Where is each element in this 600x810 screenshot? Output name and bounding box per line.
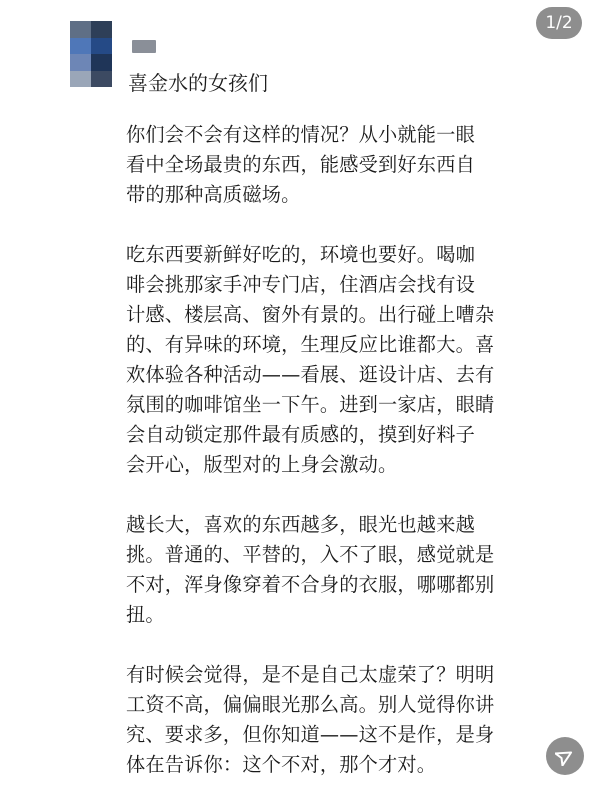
avatar-pixel: [91, 54, 112, 71]
avatar-pixel: [70, 54, 91, 71]
post-paragraph: 你们会不会有这样的情况？从小就能一眼 看中全场最贵的东西，能感受到好东西自 带的那种高质磁场。: [126, 123, 475, 206]
share-icon: [555, 746, 575, 766]
author-name[interactable]: 喜金水的女孩们: [128, 71, 268, 95]
avatar-pixel: [91, 21, 112, 38]
avatar-pixel: [70, 71, 91, 88]
post-paragraph: 有时候会觉得，是不是自己太虚荣了？明明 工资不高，偏偏眼光那么高。别人觉得你讲 究、要求多，但你知道——这不是作，是身 体在告诉你：这个不对，那个才对。: [126, 663, 495, 776]
avatar[interactable]: [70, 21, 112, 87]
post-paragraph: 越长大，喜欢的东西越多，眼光也越来越 挑。普通的、平替的，入不了眼，感觉就是 不对，浑身像穿着不合身的衣服，哪哪都别 扭。: [126, 513, 495, 626]
avatar-pixel: [91, 38, 112, 55]
post-body: [126, 120, 551, 810]
avatar-pixel: [70, 21, 91, 38]
page-indicator: 1/2: [536, 7, 582, 39]
avatar-pixel: [91, 71, 112, 88]
avatar-pixel: [70, 38, 91, 55]
blurred-username: [132, 40, 156, 53]
share-button[interactable]: [546, 737, 584, 775]
post-paragraph: 吃东西要新鲜好吃的，环境也要好。喝咖 啡会挑那家手冲专门店，住酒店会找有设 计感、楼层高、窗外有景的。出行碰上嘈杂 的、有异味的环境，生理反应比谁都大。喜 欢体验各种活动——看展、逛设计店、去有 氛围的咖啡馆坐一下午。进到一家店，眼睛 会自动锁定那件最有质感的，摸到好料子 会开心，版型对的上身会激动。: [126, 243, 495, 476]
